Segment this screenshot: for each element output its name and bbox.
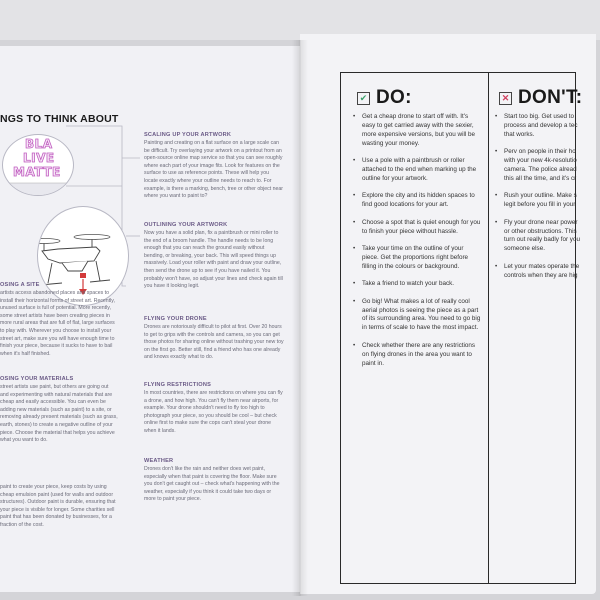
scaling-text: Painting and creating on a flat surface on a large scale can be difficult. Try overlaying your artwork on a printout from an open-source online map service so that you can see roughly where each part of your image fits. Look for features on the surface to use as reference points. These will help you locate exactly where your outline needs to reach to. For example, is there a marking, bench, tree or other object near where you want to paint to? xyxy=(144,140,283,200)
dont-line: with your new 4k-resolutio xyxy=(504,157,577,165)
column-divider xyxy=(488,73,489,583)
weather-title: WEATHER xyxy=(144,458,174,464)
dont-line: turn out really badly for you xyxy=(504,236,580,244)
dont-line: or other obstructions. This xyxy=(504,227,577,235)
dont-line: this all the time, and it's cr xyxy=(504,174,577,182)
section-heading: NGS TO THINK ABOUT xyxy=(0,113,119,125)
dont-title: DON'T: xyxy=(518,87,583,108)
do-item: • Explore the city and its hidden spaces to find good locations for your art. xyxy=(353,192,481,210)
do-item: • Go big! What makes a lot of really cool aerial photos is seeing the piece as a part of its surrounding area. You need to go big in terms of scale to have the most impact. xyxy=(353,298,481,334)
do-item: • Take your time on the outline of your piece. Get the proportions right before filling in the colours or background. xyxy=(353,245,481,272)
mural-word-3: MATTE xyxy=(13,165,61,179)
scaling-title: SCALING UP YOUR ARTWORK xyxy=(144,132,232,138)
dont-line: Start too big. Get used to xyxy=(504,113,575,120)
mural-word-1: BLA xyxy=(25,137,53,151)
materials-section xyxy=(0,376,118,445)
weather-text: Drones don't like the rain and neither does wet paint, especially when that paint is covering the floor. Make sure you don't get caught out – check what's happening with the weather, especially if you think it could take two days or more to paint your piece. xyxy=(144,466,280,503)
left-page xyxy=(0,46,300,592)
restrictions-text: In most countries, there are restrictions on where you can fly a drone, and how high. You can't fly them near airports, for example. Your drone shouldn't need to fly too high to photograph your piece, so you should be cool – but check online first to make sure the cops can't steal your drone when it lands. xyxy=(144,390,283,434)
do-list xyxy=(353,113,481,377)
checkbox-check-icon: ✔ xyxy=(357,92,370,105)
paint-section xyxy=(0,484,118,530)
flying-section xyxy=(144,316,284,362)
weather-section xyxy=(144,458,284,504)
dont-line: that works. xyxy=(504,130,535,138)
right-page xyxy=(300,34,596,594)
restrictions-section xyxy=(144,382,284,436)
flying-title: FLYING YOUR DRONE xyxy=(144,316,207,322)
dont-item xyxy=(495,263,596,281)
book-gutter xyxy=(292,40,308,596)
paint-text: paint to create your piece, keep costs by using cheap emulsion paint (used for walls and outdoor structures). Outdoor paint is durable, ensuring that your piece is visible for longer. Some charities sell paint that has been donated by businesses, for a fraction of the cost. xyxy=(0,484,116,528)
do-dont-card xyxy=(340,72,583,584)
restrictions-title: FLYING RESTRICTIONS xyxy=(144,382,211,388)
do-item: • Get a cheap drone to start off with. It's easy to get carried away with the sexier, more expensive versions, but you will be wasting your money. xyxy=(353,113,481,149)
dont-line: controls when they are hig xyxy=(504,271,578,279)
dont-line: Let your mates operate the xyxy=(504,262,580,270)
dont-item xyxy=(495,148,596,184)
materials-text: street artists use paint, but others are going out and experimenting with natural materials that are cheap and easily accessible. You can even be adding new materials (such as paint) to a site, or removing already present materials (such as grass, earth, stones) to create a negative outline of your piece. Choose the material that helps you achieve what you want to do. xyxy=(0,384,118,444)
scaling-section xyxy=(144,132,284,201)
site-title: OSING A SITE xyxy=(0,282,40,288)
dont-line: process and develop a tec xyxy=(504,121,578,129)
dont-line: someone else. xyxy=(504,245,545,253)
outlining-section xyxy=(144,222,284,291)
materials-title: OSING YOUR MATERIALS xyxy=(0,376,74,382)
dont-header xyxy=(499,87,582,109)
outlining-title: OUTLINING YOUR ARTWORK xyxy=(144,222,228,228)
dont-line: Perv on people in their ho xyxy=(504,148,576,156)
dont-line: legit before you fill in your xyxy=(504,201,576,209)
dont-line: camera. The police alread xyxy=(504,166,577,174)
dont-item xyxy=(495,113,596,140)
dont-line: Rush your outline. Make s xyxy=(504,192,577,200)
do-item: • Check whether there are any restrictions on flying drones in the area you want to paint in. xyxy=(353,342,481,369)
dont-line: Fly your drone near power xyxy=(504,218,578,226)
dont-list xyxy=(495,113,596,289)
mural-illustration xyxy=(2,134,74,196)
outlining-text: Now you have a solid plan, fix a paintbrush or mini roller to the end of a broom handle. The handle needs to be long enough that you can reach the ground easily without bending, or breaking, your back. This will speed things up massively. Load your roller with paint and draw your outline, then send the drone up to see if you have nailed it. You probably won't have, so adjust your lines and check again till you have it looking legit. xyxy=(144,230,283,290)
flying-text: Drones are notoriously difficult to pilot at first. Over 20 hours to get to grips with the controls and camera, so you can get those photos for sharing online without trashing your new toy on the first go. Better still, find a friend who has one already and knows exactly what to do. xyxy=(144,324,284,361)
do-header xyxy=(357,87,412,109)
dont-item xyxy=(495,192,596,210)
site-section xyxy=(0,282,118,358)
do-item: • Take a friend to watch your back. xyxy=(353,280,481,289)
do-item: • Choose a spot that is quiet enough for you to finish your piece without hassle. xyxy=(353,219,481,237)
dont-item xyxy=(495,219,596,255)
mural-word-2: LIVE xyxy=(23,151,55,165)
site-text: artists access abandoned places and spaces to install their horizontal forms of street art. Recently, unused surface is full of potential. More recently, some street artists have been creating pieces in more rural areas that are full of flat, large surfaces to play with. Wherever you choose to install your street art, make sure you will have enough time to finish your piece, because it sucks to have to bail when it's half finished. xyxy=(0,290,115,357)
do-item: • Use a pole with a paintbrush or roller attached to the end when marking up the outline for your artwork. xyxy=(353,157,481,184)
checkbox-cross-icon: ✕ xyxy=(499,92,512,105)
do-title: DO: xyxy=(376,87,412,108)
